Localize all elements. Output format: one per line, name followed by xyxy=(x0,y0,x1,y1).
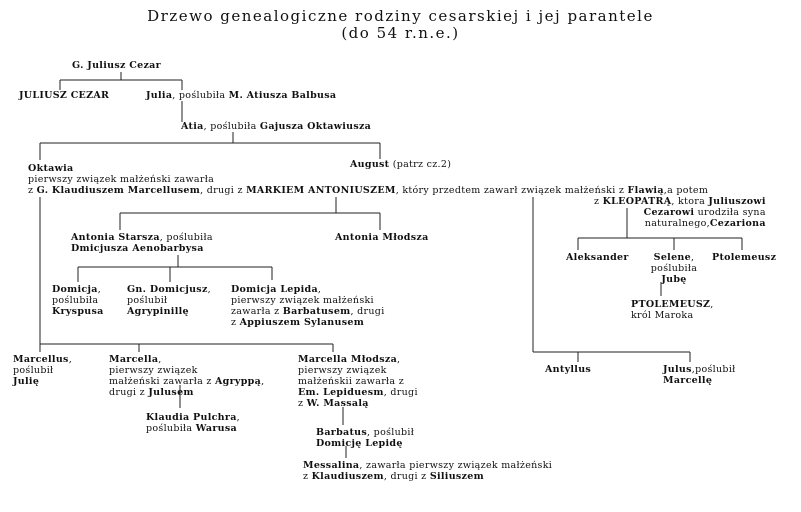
node-ptolemeusz-krol: PTOLEMEUSZ, król Maroka xyxy=(631,299,714,321)
relation-text: małżeński zawarła z xyxy=(109,376,215,387)
spouse-name: M. Atiusza Balbusa xyxy=(228,90,337,101)
node-juliusz-cezar xyxy=(19,90,109,101)
person-name: Antonia Młodsza xyxy=(335,232,429,243)
person-name: Domicja xyxy=(52,284,98,295)
node-domicja: Domicja, poślubiła Kryspusa xyxy=(52,284,104,317)
relation-text: urodziła syna xyxy=(694,207,766,218)
node-antonia-mlodsza xyxy=(335,232,429,243)
spouse-name: Appiuszem Sylanusem xyxy=(239,317,365,328)
node-atia xyxy=(181,121,371,132)
person-name: Antonia Starsza xyxy=(71,232,160,243)
node-kleopatra xyxy=(594,196,766,229)
person-name: Atia xyxy=(181,121,204,132)
relation-text: (patrz cz.2) xyxy=(389,159,452,170)
person-name: KLEOPATRĄ xyxy=(602,196,672,207)
relation-text: poślubiła xyxy=(146,423,196,434)
node-julus xyxy=(663,364,736,386)
spouse-name: Agryppą xyxy=(214,376,262,387)
spouse-name: Warusa xyxy=(195,423,237,434)
relation-text: , poślubił xyxy=(367,427,415,438)
relation-text: z xyxy=(28,185,37,196)
node-aleksander xyxy=(566,252,629,263)
relation-text: , poślubiła xyxy=(203,121,260,132)
relation-text: z xyxy=(231,317,240,328)
spouse-name: Julusem xyxy=(148,387,194,398)
node-marcella: Marcella, pierwszy związek małżeński zawarła z Agryppą, drugi z Julusem xyxy=(109,354,265,398)
node-julia xyxy=(146,90,336,101)
person-name: Selene xyxy=(653,252,691,263)
node-g-juliusz-cezar xyxy=(72,60,161,71)
node-marcella-mlodsza: Marcella Młodsza, pierwszy związek małżeńskii zawarła z Em. Lepiduesm, drugi z W. Massalą xyxy=(298,354,418,409)
person-name: Ptolemeusz xyxy=(712,252,777,263)
node-antonia-starsza xyxy=(71,232,213,254)
relation-text: poślubił xyxy=(127,295,168,306)
relation-text: drugi z xyxy=(109,387,149,398)
node-august xyxy=(350,159,451,170)
node-domicja-lepida: Domicja Lepida, pierwszy związek małżeński zawarła z Barbatusem, drugi z Appiuszem Sylanusem xyxy=(231,284,385,328)
page-title: Drzewo genealogiczne rodziny cesarskiej i jej parantele xyxy=(147,7,654,25)
spouse-name: Marcellę xyxy=(663,375,713,386)
relation-text: , poślubiła xyxy=(159,232,213,243)
relation-text: poślubiła xyxy=(52,295,99,306)
spouse-name: Agrypinillę xyxy=(127,306,189,317)
person-name: Domicja Lepida xyxy=(231,284,318,295)
relation-text: z xyxy=(303,471,312,482)
relation-text: naturalnego, xyxy=(644,218,710,229)
relation-text: król Maroka xyxy=(631,310,694,321)
spouse-name: Dmicjusza Aenobarbysa xyxy=(71,243,204,254)
person-name: Marcella Młodsza xyxy=(298,354,398,365)
relation-text: z xyxy=(298,398,307,409)
relation-text: małżeńskii zawarła z xyxy=(298,376,405,387)
person-name: Antyllus xyxy=(545,364,592,375)
relation-text: pierwszy związek małżeński zawarła xyxy=(28,174,215,185)
person-name: Oktawia xyxy=(28,163,74,174)
spouse-name: Gajusza Oktawiusza xyxy=(259,121,372,132)
person-name: Julus xyxy=(663,364,692,375)
person-name: Barbatus xyxy=(316,427,368,438)
person-name: Gn. Domicjusz xyxy=(127,284,208,295)
relation-text: , drugi xyxy=(350,306,385,317)
person-name: Aleksander xyxy=(566,252,629,263)
relation-text: pierwszy związek xyxy=(109,365,198,376)
spouse-name: W. Massalą xyxy=(306,398,369,409)
relation-text: , który przedtem zawarł związek małżeński z xyxy=(395,185,628,196)
relation-text: poślubiła xyxy=(650,263,698,274)
spouse-name: Siliuszem xyxy=(429,471,484,482)
page-subtitle: (do 54 r.n.e.) xyxy=(341,24,460,42)
relation-text: ,poślubił xyxy=(691,364,736,375)
spouse-name: Kryspusa xyxy=(52,306,104,317)
spouse-name: G. Klaudiuszem Marcellusem xyxy=(36,185,201,196)
person-name: August xyxy=(350,159,390,170)
spouse-name: Cezarowi xyxy=(643,207,695,218)
spouse-name: Jubę xyxy=(661,274,687,285)
person-name: PTOLEMEUSZ xyxy=(631,299,711,310)
relation-text: , poślubiła xyxy=(172,90,229,101)
spouse-name: Em. Lepiduesm xyxy=(298,387,384,398)
relation-text: pierwszy związek xyxy=(298,365,387,376)
node-antyllus xyxy=(545,364,591,375)
relation-text: zawarła z xyxy=(231,306,283,317)
child-name: Cezariona xyxy=(709,218,766,229)
relation-text: , drugi z xyxy=(200,185,247,196)
person-name: JULIUSZ CEZAR xyxy=(19,90,110,101)
person-name: Klaudia Pulchra xyxy=(146,412,237,423)
relation-text: , drugi xyxy=(383,387,418,398)
spouse-name: Juliuszowi xyxy=(708,196,766,207)
node-gn-domicjusz: Gn. Domicjusz, poślubił Agrypinillę xyxy=(127,284,211,317)
node-ptolemeusz xyxy=(712,252,776,263)
spouse-name: Klaudiuszem xyxy=(311,471,384,482)
spouse-name: Barbatusem xyxy=(282,306,351,317)
person-name: Marcella xyxy=(109,354,159,365)
person-name: Messalina xyxy=(303,460,360,471)
spouse-name: Domicję Lepidę xyxy=(316,438,403,449)
node-marcellus: Marcellus, poślubił Julię xyxy=(13,354,73,387)
relation-text: ,a potem xyxy=(663,185,709,196)
person-name: G. Juliusz Cezar xyxy=(72,60,161,71)
relation-text: z xyxy=(594,196,603,207)
spouse-name: MARKIEM ANTONIUSZEM xyxy=(246,185,396,196)
relation-text: , zawarła pierwszy związek małżeński xyxy=(359,460,553,471)
node-klaudia-pulchra: Klaudia Pulchra, poślubiła Warusa xyxy=(146,412,240,434)
node-selene: Selene, poślubiła Jubę xyxy=(644,252,704,285)
spouse-name: Flawią xyxy=(627,185,664,196)
node-messalina xyxy=(303,460,552,482)
spouse-name: Julię xyxy=(13,376,40,387)
relation-text: pierwszy związek małżeński xyxy=(231,295,374,306)
node-barbatus xyxy=(316,427,414,449)
relation-text: , drugi z xyxy=(383,471,430,482)
person-name: Marcellus xyxy=(13,354,69,365)
person-name: Julia xyxy=(146,90,173,101)
relation-text: , ktora xyxy=(671,196,709,207)
relation-text: poślubił xyxy=(13,365,54,376)
